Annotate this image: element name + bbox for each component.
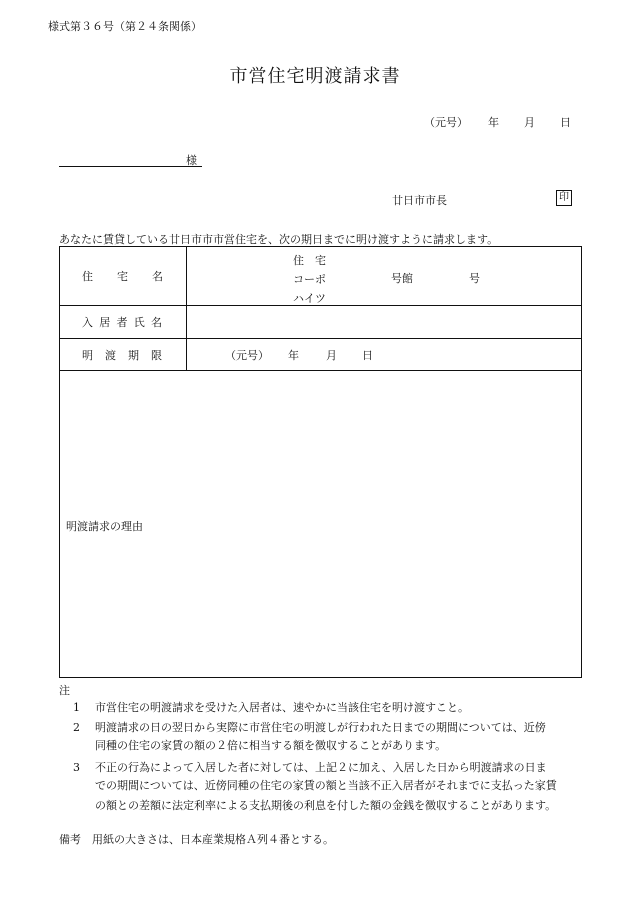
note-text: 明渡請求の日の翌日から実際に市営住宅の明渡しが行われた日までの期間については、近傍 [95,721,546,734]
deadline-month: 月 [326,349,337,362]
label-char: 期 [128,348,139,362]
note-number: 2 [73,721,80,734]
form-number: 様式第３６号（第２４条関係） [48,20,202,33]
note-text: 市営住宅の明渡請求を受けた入居者は、速やかに当該住宅を明け渡すこと。 [95,701,469,714]
label-char: 住 [82,270,93,283]
seal-mark: 印 [556,190,572,206]
note-number: 3 [73,761,80,774]
date-day: 日 [560,116,571,129]
housing-type-heights: ハイツ [293,292,326,305]
deadline-row [60,339,582,371]
label-char: 明 [82,348,93,362]
addressee-blank [59,166,202,167]
note-2 [73,717,546,738]
note-3-continuation-2: の額との差額に法定利率による支払期後の利息を付した額の金銭を徴収することがあります。 [95,799,557,812]
label-char: 居 [99,316,111,329]
deadline-year: 年 [288,349,299,362]
note-3-continuation-1: での期間については、近傍同種の住宅の家賃の額と当該不正入居者がそれまでに支払った家賃 [95,779,557,792]
label-char: 限 [151,348,162,362]
intro-text: あなたに賃貸している廿日市市市営住宅を、次の期日までに明け渡すように請求します。 [59,233,499,246]
deadline-field[interactable] [187,339,582,371]
reason-label: 明渡請求の理由 [66,520,143,533]
date-year: 年 [488,116,499,129]
housing-name-label [60,247,187,306]
note-3 [73,757,547,778]
date-month: 月 [524,116,535,129]
label-char: 宅 [117,270,128,283]
deadline-era: （元号） [225,349,269,362]
document-title: 市営住宅明渡請求書 [229,66,401,87]
housing-type-jutaku: 住 宅 [293,254,326,267]
label-char: 入 [82,316,93,329]
resident-row [60,306,582,339]
deadline-label [60,339,187,371]
housing-name-field[interactable] [187,247,582,306]
note-1 [73,697,469,718]
label-char: 名 [152,270,163,283]
note-number: 1 [73,701,80,714]
note-text: 不正の行為によって入居した者に対しては、上記２に加え、入居した日から明渡請求の日ま [95,761,547,774]
notes-heading: 注 [59,684,70,697]
addressee-honorific: 様 [186,154,197,167]
resident-label [60,306,187,339]
label-char: 渡 [105,348,116,362]
reason-row [60,371,582,678]
remark: 備考 用紙の大きさは、日本産業規格Ａ列４番とする。 [59,833,334,846]
resident-name-field[interactable] [187,306,582,339]
note-2-continuation: 同種の住宅の家賃の額の２倍に相当する額を徴収することがあります。 [95,739,447,752]
label-char: 者 [116,316,128,329]
label-char: 氏 [133,316,145,329]
housing-type-copo: コーポ [293,273,326,286]
deadline-day: 日 [362,349,373,362]
date-era: （元号） [424,116,468,129]
housing-name-row [60,247,582,306]
building-suffix: 号館 [391,272,413,285]
label-char: 名 [151,316,162,329]
request-table [59,246,582,678]
reason-field[interactable] [60,371,582,678]
issuer-name: 廿日市市長 [392,194,447,207]
room-suffix: 号 [469,272,480,285]
